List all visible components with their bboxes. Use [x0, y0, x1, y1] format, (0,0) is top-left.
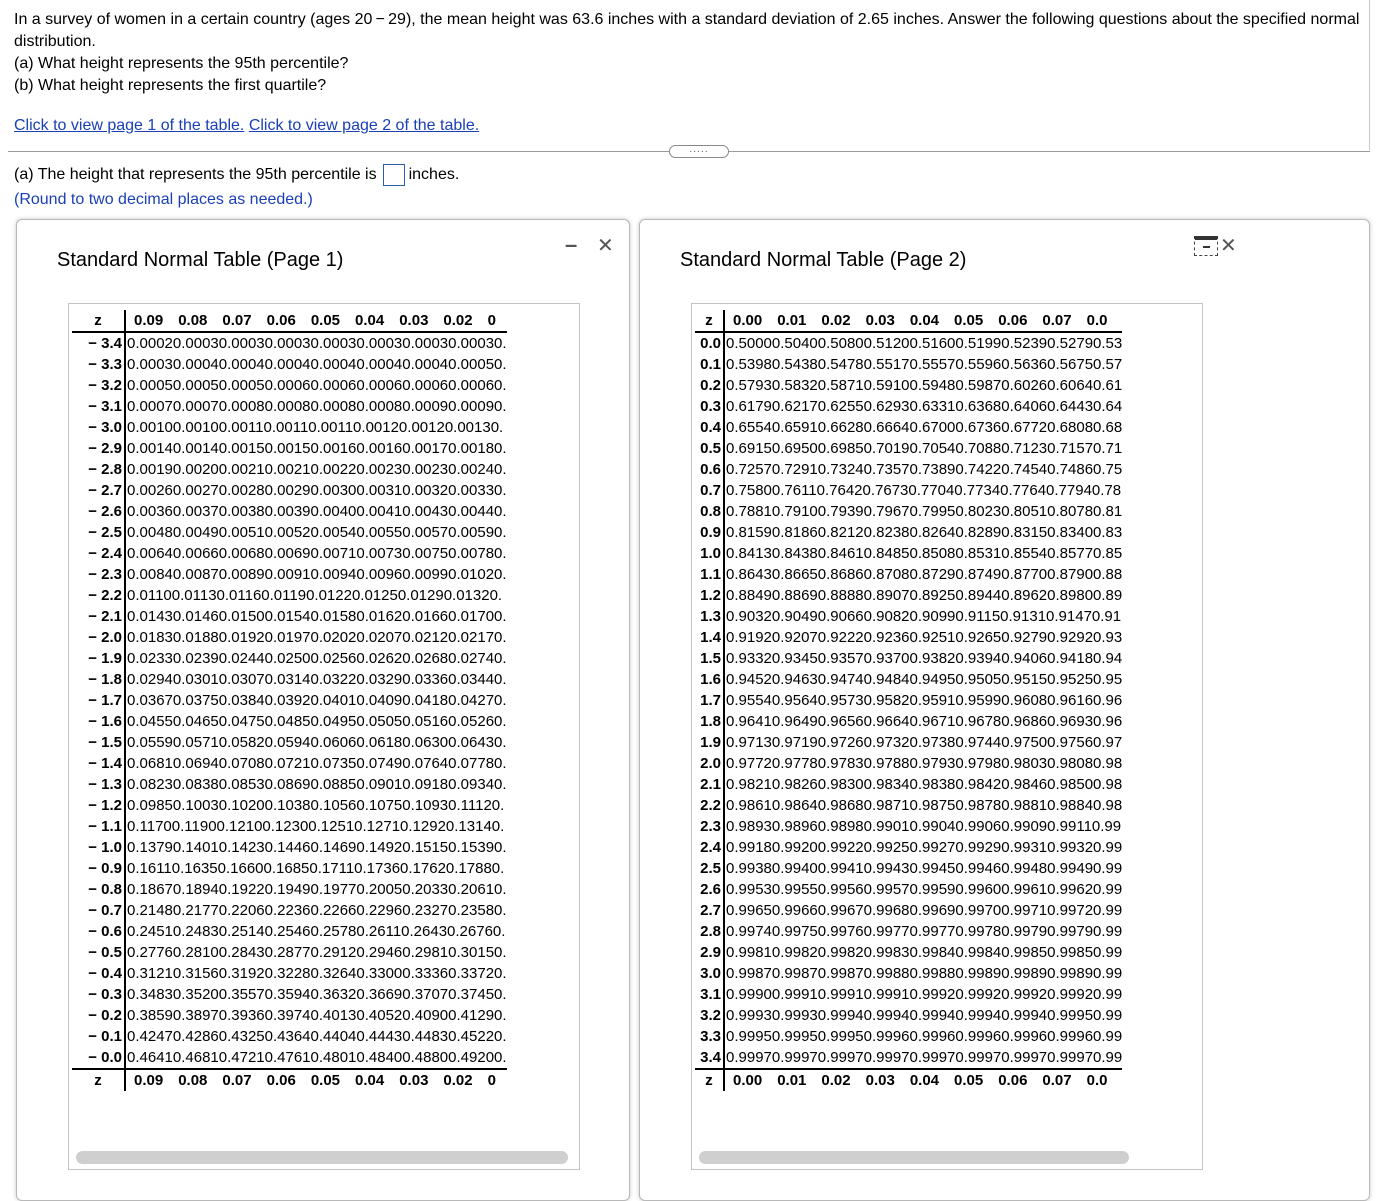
- table-row: [695, 332, 1122, 354]
- z-value: − 1.4: [72, 753, 125, 774]
- probability-values: 0.01100.01130.01160.01190.01220.01250.01290.01320.: [127, 587, 503, 604]
- table-row: [72, 942, 507, 963]
- column-header: 0.09: [134, 1072, 164, 1089]
- probability-values: 0.02330.02390.02440.02500.02560.02620.02680.02740.: [127, 650, 507, 667]
- z-value: − 0.8: [72, 879, 125, 900]
- table-row: [695, 375, 1122, 396]
- column-header: 0.06: [998, 312, 1028, 329]
- z-value: 0.6: [695, 459, 724, 480]
- z-value: − 2.9: [72, 438, 125, 459]
- column-header: 0.03: [399, 312, 429, 329]
- table-row: [72, 585, 507, 606]
- column-header: 0.07: [222, 1072, 252, 1089]
- probability-values: 0.34830.35200.35570.35940.36320.36690.37070.37450.: [127, 986, 507, 1003]
- z-value: 1.1: [695, 564, 724, 585]
- z-value: − 0.5: [72, 942, 125, 963]
- probability-values: 0.99870.99870.99870.99880.99880.99890.99890.99890.99: [726, 965, 1123, 982]
- table-row: [72, 900, 507, 921]
- expand-handle[interactable]: .....: [669, 145, 729, 158]
- probability-values: 0.00840.00870.00890.00910.00940.00960.00990.01020.: [127, 566, 507, 583]
- table-row: [695, 711, 1122, 732]
- probability-values: 0.03670.03750.03840.03920.04010.04090.04180.04270.: [127, 692, 507, 709]
- table-row: [72, 522, 507, 543]
- probability-values: 0.99530.99550.99560.99570.99590.99600.99610.99620.99: [726, 881, 1123, 898]
- table-row: [72, 984, 507, 1005]
- answer-input[interactable]: [383, 164, 405, 186]
- probability-values: 0.53980.54380.54780.55170.55570.55960.56360.56750.57: [726, 356, 1123, 373]
- z-value: − 0.4: [72, 963, 125, 984]
- z-value: 2.2: [695, 795, 724, 816]
- probability-values: 0.98610.98640.98680.98710.98750.98780.98810.98840.98: [726, 797, 1123, 814]
- answer-prefix: (a) The height that represents the 95th percentile is: [14, 166, 377, 183]
- z-value: − 3.2: [72, 375, 125, 396]
- table-row: [72, 648, 507, 669]
- z-value: − 1.6: [72, 711, 125, 732]
- probability-values: 0.00640.00660.00680.00690.00710.00730.00750.00780.: [127, 545, 507, 562]
- z-value: − 1.5: [72, 732, 125, 753]
- column-header: 0.06: [998, 1072, 1028, 1089]
- table-row: [695, 774, 1122, 795]
- column-header: 0.01: [777, 312, 807, 329]
- table-row: [72, 375, 507, 396]
- z-value: 1.5: [695, 648, 724, 669]
- probability-values: 0.16110.16350.16600.16850.17110.17360.17620.17880.: [127, 860, 505, 877]
- table-row: [695, 354, 1122, 375]
- z-value: 0.2: [695, 375, 724, 396]
- z-value: − 2.0: [72, 627, 125, 648]
- table-row: [72, 879, 507, 900]
- column-header: 0.05: [954, 312, 984, 329]
- z-value: − 0.0: [72, 1047, 125, 1069]
- column-header: 0.09: [134, 312, 164, 329]
- z-value: − 0.6: [72, 921, 125, 942]
- table-row: [695, 564, 1122, 585]
- close-icon[interactable]: ✕: [1220, 235, 1237, 257]
- table-row: [72, 774, 507, 795]
- table-window-page-2: [639, 219, 1370, 1201]
- table-row: [695, 417, 1122, 438]
- column-header: 0.02: [443, 312, 473, 329]
- table-header-row: [695, 310, 1122, 332]
- page-scrollbar[interactable]: [1369, 0, 1370, 150]
- probability-values: 0.00050.00050.00050.00060.00060.00060.00060.00060.: [127, 377, 507, 394]
- table-row: [72, 732, 507, 753]
- probability-values: 0.84130.84380.84610.84850.85080.85310.85540.85770.85: [726, 545, 1123, 562]
- probability-values: 0.01430.01460.01500.01540.01580.01620.01660.01700.: [127, 608, 507, 625]
- probability-values: 0.99740.99750.99760.99770.99770.99780.99790.99790.99: [726, 923, 1123, 940]
- table-row: [695, 921, 1122, 942]
- horizontal-scrollbar[interactable]: [76, 1151, 568, 1164]
- z-value: − 2.1: [72, 606, 125, 627]
- table-row: [72, 669, 507, 690]
- probability-values: 0.81590.81860.82120.82380.82640.82890.83150.83400.83: [726, 524, 1123, 541]
- column-header: 0.0: [1086, 312, 1108, 329]
- table-row: [695, 795, 1122, 816]
- z-value: 1.7: [695, 690, 724, 711]
- column-header: 0.0: [1086, 1072, 1108, 1089]
- table-row: [695, 501, 1122, 522]
- probability-values: 0.99810.99820.99820.99830.99840.99840.99850.99850.99: [726, 944, 1123, 961]
- probability-values: 0.86430.86650.86860.87080.87290.87490.87700.87900.88: [726, 566, 1123, 583]
- table-row: [695, 879, 1122, 900]
- column-header: 0.06: [266, 312, 296, 329]
- z-value: 0.9: [695, 522, 724, 543]
- z-value: 2.1: [695, 774, 724, 795]
- table-row: [695, 732, 1122, 753]
- probability-values: 0.97720.97780.97830.97880.97930.97980.98030.98080.98: [726, 755, 1123, 772]
- table-row: [72, 795, 507, 816]
- z-value: − 1.0: [72, 837, 125, 858]
- table-row: [72, 816, 507, 837]
- z-value: − 1.3: [72, 774, 125, 795]
- z-column-header: z: [72, 1069, 125, 1091]
- table-row: [695, 900, 1122, 921]
- table-row: [695, 396, 1122, 417]
- z-value: 3.0: [695, 963, 724, 984]
- close-icon[interactable]: ✕: [597, 235, 614, 257]
- z-value: − 3.3: [72, 354, 125, 375]
- table-row: [72, 501, 507, 522]
- z-value: 2.5: [695, 858, 724, 879]
- z-value: 1.4: [695, 627, 724, 648]
- table-row: [72, 963, 507, 984]
- table-row: [72, 1047, 507, 1069]
- probability-values: 0.05590.05710.05820.05940.06060.06180.06300.06430.: [127, 734, 507, 751]
- table-row: [695, 942, 1122, 963]
- probability-values: 0.00100.00100.00110.00110.00110.00120.00120.00130.: [127, 419, 504, 436]
- probability-values: 0.00030.00040.00040.00040.00040.00040.00040.00050.: [127, 356, 507, 373]
- table-row: [72, 690, 507, 711]
- z-value: 1.6: [695, 669, 724, 690]
- probability-values: 0.24510.24830.25140.25460.25780.26110.26430.26760.: [127, 923, 506, 940]
- column-header: 0.04: [355, 1072, 385, 1089]
- z-value: 3.3: [695, 1026, 724, 1047]
- table-row: [695, 459, 1122, 480]
- z-value: 1.2: [695, 585, 724, 606]
- z-value: 1.3: [695, 606, 724, 627]
- z-value: − 2.5: [72, 522, 125, 543]
- view-page-2-link[interactable]: Click to view page 2 of the table.: [248, 117, 480, 134]
- z-column-header: z: [695, 310, 724, 332]
- table-row: [72, 564, 507, 585]
- z-value: 0.8: [695, 501, 724, 522]
- column-header: 0.03: [399, 1072, 429, 1089]
- probability-values: 0.99970.99970.99970.99970.99970.99970.99970.99970.99: [726, 1049, 1123, 1066]
- z-value: 0.0: [695, 332, 724, 354]
- table-row: [695, 648, 1122, 669]
- probability-values: 0.00020.00030.00030.00030.00030.00030.00030.00030.: [127, 335, 507, 352]
- table-row: [72, 711, 507, 732]
- table-row: [695, 1026, 1122, 1047]
- standard-normal-table-page-1: [72, 310, 507, 1091]
- question-intro: In a survey of women in a certain country (ages 20 − 29), the mean height was 63.6 inches with a standard deviation of 2.65 inches. Answer the following questions about the specified normal distribution.: [14, 11, 1360, 50]
- probability-values: 0.99380.99400.99410.99430.99450.99460.99480.99490.99: [726, 860, 1123, 877]
- question-part-a: (a) What height represents the 95th percentile?: [14, 55, 349, 72]
- z-value: − 2.8: [72, 459, 125, 480]
- standard-normal-table-page-2: [695, 310, 1122, 1091]
- z-column-header: z: [695, 1069, 724, 1091]
- table-viewport[interactable]: [691, 303, 1203, 1170]
- table-row: [695, 816, 1122, 837]
- probability-values: 0.99950.99950.99950.99960.99960.99960.99960.99960.99: [726, 1028, 1123, 1045]
- column-header: 0.00: [733, 1072, 763, 1089]
- table-row: [695, 858, 1122, 879]
- probability-values: 0.99930.99930.99940.99940.99940.99940.99940.99950.99: [726, 1007, 1123, 1024]
- table-row: [72, 837, 507, 858]
- table-row: [72, 858, 507, 879]
- table-header-row: [72, 310, 507, 332]
- column-header: 0.06: [266, 1072, 296, 1089]
- table-row: [72, 921, 507, 942]
- z-value: 0.4: [695, 417, 724, 438]
- column-header: 0.03: [865, 1072, 895, 1089]
- z-value: 2.8: [695, 921, 724, 942]
- column-header: 0.02: [821, 1072, 851, 1089]
- table-row: [72, 606, 507, 627]
- table-row: [695, 753, 1122, 774]
- probability-values: 0.97130.97190.97260.97320.97380.97440.97500.97560.97: [726, 734, 1123, 751]
- column-header: 0.07: [1042, 312, 1072, 329]
- column-header: 0.05: [310, 1072, 341, 1089]
- probability-values: 0.38590.38970.39360.39740.40130.40520.40900.41290.: [127, 1007, 507, 1024]
- table-row: [695, 585, 1122, 606]
- z-value: − 0.7: [72, 900, 125, 921]
- table-row: [72, 753, 507, 774]
- z-value: 2.4: [695, 837, 724, 858]
- question-text: [14, 9, 1366, 97]
- table-window-page-1: [16, 219, 630, 1201]
- probability-values: 0.08230.08380.08530.08690.08850.09010.09180.09340.: [127, 776, 507, 793]
- probability-values: 0.57930.58320.58710.59100.59480.59870.60260.60640.61: [726, 377, 1123, 394]
- probability-values: 0.99650.99660.99670.99680.99690.99700.99710.99720.99: [726, 902, 1123, 919]
- probability-values: 0.96410.96490.96560.96640.96710.96780.96860.96930.96: [726, 713, 1123, 730]
- z-column-header: z: [72, 310, 125, 332]
- probability-values: 0.90320.90490.90660.90820.90990.91150.91310.91470.91: [726, 608, 1122, 625]
- z-value: − 1.8: [72, 669, 125, 690]
- view-page-1-link[interactable]: Click to view page 1 of the table.: [14, 117, 245, 134]
- table-row: [695, 543, 1122, 564]
- z-value: − 0.1: [72, 1026, 125, 1047]
- probability-values: 0.72570.72910.73240.73570.73890.74220.74540.74860.75: [726, 461, 1123, 478]
- table-row: [72, 1026, 507, 1047]
- z-value: 3.2: [695, 1005, 724, 1026]
- z-value: 2.3: [695, 816, 724, 837]
- table-links: [14, 115, 479, 137]
- minimize-icon[interactable]: –: [565, 232, 578, 257]
- table-row: [72, 627, 507, 648]
- probability-values: 0.98930.98960.98980.99010.99040.99060.99090.99110.99: [726, 818, 1122, 835]
- probability-values: 0.50000.50400.50800.51200.51600.51990.52390.52790.53: [726, 335, 1123, 352]
- column-header: 0.04: [355, 312, 385, 329]
- column-header: 0.04: [909, 312, 940, 329]
- column-header: 0.05: [954, 1072, 984, 1089]
- table-row: [72, 1005, 507, 1026]
- table-row: [695, 690, 1122, 711]
- table-footer-row: [72, 1069, 507, 1091]
- probability-values: 0.69150.69500.69850.70190.70540.70880.71230.71570.71: [726, 440, 1123, 457]
- column-header: 0.00: [733, 312, 763, 329]
- probability-values: 0.61790.62170.62550.62930.63310.63680.64060.64430.64: [726, 398, 1123, 415]
- table-row: [72, 332, 507, 354]
- probability-values: 0.93320.93450.93570.93700.93820.93940.94060.94180.94: [726, 650, 1123, 667]
- z-value: 0.1: [695, 354, 724, 375]
- probability-values: 0.27760.28100.28430.28770.29120.29460.29810.30150.: [127, 944, 507, 961]
- probability-values: 0.78810.79100.79390.79670.79950.80230.80510.80780.81: [726, 503, 1123, 520]
- z-value: 2.9: [695, 942, 724, 963]
- table-row: [72, 459, 507, 480]
- probability-values: 0.11700.11900.12100.12300.12510.12710.12920.13140.: [127, 818, 505, 835]
- table-row: [695, 669, 1122, 690]
- z-value: − 3.1: [72, 396, 125, 417]
- column-header: 0: [487, 1072, 496, 1089]
- table-row: [695, 984, 1122, 1005]
- probability-values: 0.04550.04650.04750.04850.04950.05050.05160.05260.: [127, 713, 507, 730]
- z-value: 1.0: [695, 543, 724, 564]
- table-row: [72, 354, 507, 375]
- column-header: 0.01: [777, 1072, 807, 1089]
- z-value: − 2.4: [72, 543, 125, 564]
- rounding-hint: (Round to two decimal places as needed.): [14, 191, 313, 208]
- column-header: 0.07: [222, 312, 252, 329]
- table-row: [72, 417, 507, 438]
- z-value: 1.8: [695, 711, 724, 732]
- z-value: − 0.9: [72, 858, 125, 879]
- probability-values: 0.01830.01880.01920.01970.02020.02070.02120.02170.: [127, 629, 507, 646]
- table-row: [695, 606, 1122, 627]
- column-header: 0.08: [178, 312, 208, 329]
- probability-values: 0.98210.98260.98300.98340.98380.98420.98460.98500.98: [726, 776, 1123, 793]
- probability-values: 0.00190.00200.00210.00210.00220.00230.00230.00240.: [127, 461, 507, 478]
- table-row: [72, 543, 507, 564]
- table-row: [695, 1005, 1122, 1026]
- probability-values: 0.00480.00490.00510.00520.00540.00550.00570.00590.: [127, 524, 507, 541]
- z-value: 2.0: [695, 753, 724, 774]
- probability-values: 0.95540.95640.95730.95820.95910.95990.96080.96160.96: [726, 692, 1123, 709]
- table-row: [72, 438, 507, 459]
- z-value: 0.3: [695, 396, 724, 417]
- table-row: [695, 522, 1122, 543]
- column-header: 0.03: [865, 312, 895, 329]
- probability-values: 0.00260.00270.00280.00290.00300.00310.00320.00330.: [127, 482, 507, 499]
- window-title: Standard Normal Table (Page 2): [680, 249, 967, 271]
- z-value: − 3.4: [72, 332, 125, 354]
- z-value: 2.7: [695, 900, 724, 921]
- z-value: − 0.3: [72, 984, 125, 1005]
- table-row: [695, 963, 1122, 984]
- z-value: 3.1: [695, 984, 724, 1005]
- z-value: 0.5: [695, 438, 724, 459]
- z-value: − 2.3: [72, 564, 125, 585]
- column-header: 0.08: [178, 1072, 208, 1089]
- answer-suffix: inches.: [408, 166, 460, 183]
- z-value: − 2.6: [72, 501, 125, 522]
- table-row: [72, 480, 507, 501]
- table-row: [72, 396, 507, 417]
- probability-values: 0.42470.42860.43250.43640.44040.44430.44830.45220.: [127, 1028, 507, 1045]
- column-header: 0: [487, 312, 496, 329]
- z-value: − 1.7: [72, 690, 125, 711]
- z-value: − 0.2: [72, 1005, 125, 1026]
- probability-values: 0.91920.92070.92220.92360.92510.92650.92790.92920.93: [726, 629, 1123, 646]
- z-value: 2.6: [695, 879, 724, 900]
- z-value: − 2.7: [72, 480, 125, 501]
- column-header: 0.02: [443, 1072, 473, 1089]
- table-row: [695, 1047, 1122, 1069]
- probability-values: 0.75800.76110.76420.76730.77040.77340.77640.77940.78: [726, 482, 1122, 499]
- table-viewport[interactable]: [68, 303, 580, 1170]
- probability-values: 0.02940.03010.03070.03140.03220.03290.03360.03440.: [127, 671, 507, 688]
- table-row: [695, 837, 1122, 858]
- probability-values: 0.46410.46810.47210.47610.48010.48400.48800.49200.: [127, 1049, 507, 1066]
- z-value: − 3.0: [72, 417, 125, 438]
- column-header: 0.05: [310, 312, 341, 329]
- column-header: 0.04: [909, 1072, 940, 1089]
- z-value: 3.4: [695, 1047, 724, 1069]
- horizontal-scrollbar[interactable]: [699, 1151, 1129, 1164]
- probability-values: 0.00140.00140.00150.00150.00160.00160.00170.00180.: [127, 440, 507, 457]
- table-row: [695, 627, 1122, 648]
- probability-values: 0.06810.06940.07080.07210.07350.07490.07640.07780.: [127, 755, 507, 772]
- z-value: − 1.1: [72, 816, 125, 837]
- probability-values: 0.99900.99910.99910.99910.99920.99920.99920.99920.99: [726, 986, 1123, 1003]
- probability-values: 0.99180.99200.99220.99250.99270.99290.99310.99320.99: [726, 839, 1123, 856]
- table-row: [695, 438, 1122, 459]
- maximize-icon[interactable]: [1194, 236, 1218, 256]
- answer-line: [14, 162, 459, 188]
- z-value: − 2.2: [72, 585, 125, 606]
- probability-values: 0.18670.18940.19220.19490.19770.20050.20330.20610.: [127, 881, 507, 898]
- column-header: 0.07: [1042, 1072, 1072, 1089]
- probability-values: 0.31210.31560.31920.32280.32640.33000.33360.33720.: [127, 965, 507, 982]
- z-value: − 1.9: [72, 648, 125, 669]
- probability-values: 0.00360.00370.00380.00390.00400.00410.00430.00440.: [127, 503, 507, 520]
- column-header: 0.02: [821, 312, 851, 329]
- table-row: [695, 480, 1122, 501]
- probability-values: 0.21480.21770.22060.22360.22660.22960.23270.23580.: [127, 902, 507, 919]
- question-part-b: (b) What height represents the first quartile?: [14, 77, 327, 94]
- z-value: 1.9: [695, 732, 724, 753]
- probability-values: 0.88490.88690.88880.89070.89250.89440.89620.89800.89: [726, 587, 1123, 604]
- probability-values: 0.00070.00070.00080.00080.00080.00080.00090.00090.: [127, 398, 507, 415]
- z-value: 0.7: [695, 480, 724, 501]
- probability-values: 0.13790.14010.14230.14460.14690.14920.15150.15390.: [127, 839, 507, 856]
- window-title: Standard Normal Table (Page 1): [57, 249, 344, 271]
- probability-values: 0.94520.94630.94740.94840.94950.95050.95150.95250.95: [726, 671, 1123, 688]
- probability-values: 0.65540.65910.66280.66640.67000.67360.67720.68080.68: [726, 419, 1123, 436]
- table-footer-row: [695, 1069, 1122, 1091]
- z-value: − 1.2: [72, 795, 125, 816]
- probability-values: 0.09850.10030.10200.10380.10560.10750.10930.11120.: [127, 797, 505, 814]
